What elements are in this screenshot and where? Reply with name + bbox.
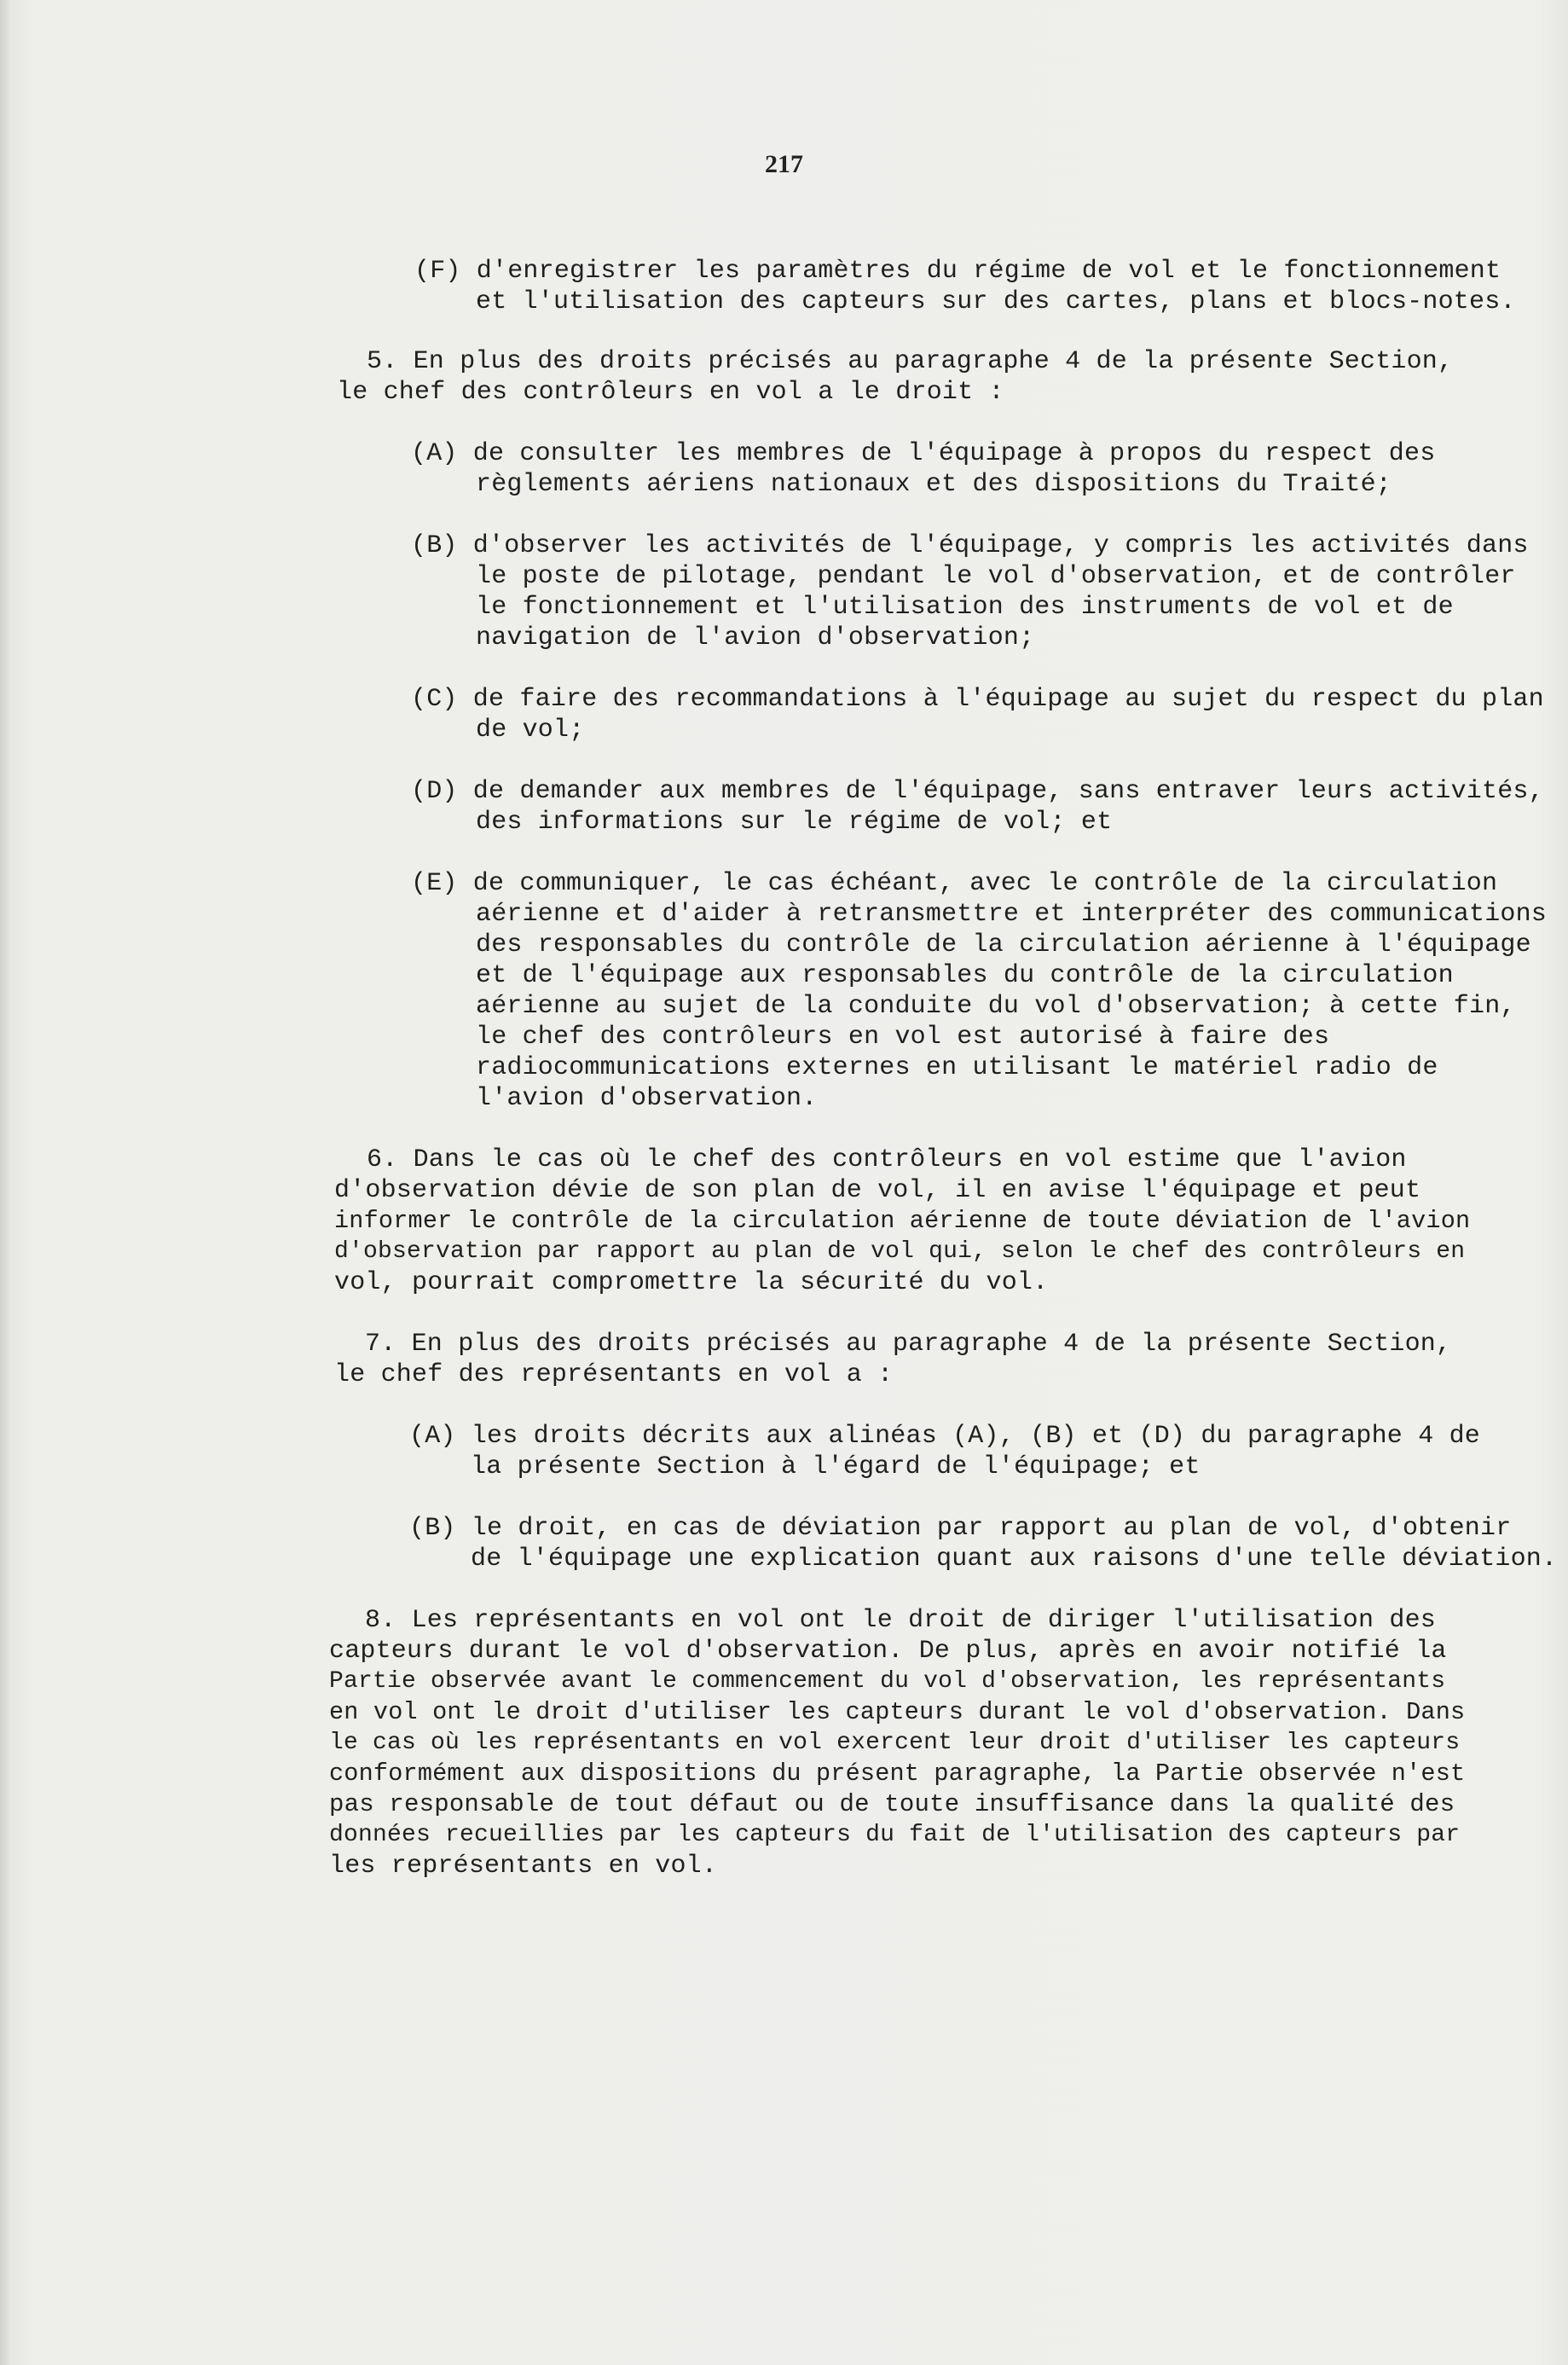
text-line: 8. Les représentants en vol ont le droit de diriger l'utilisation des xyxy=(365,1606,1437,1635)
text-line: l'avion d'observation. xyxy=(476,1084,818,1113)
text-line: Partie observée avant le commencement du vol d'observation, les représentants xyxy=(329,1668,1446,1695)
text-line: de l'équipage une explication quant aux raisons d'une telle déviation. xyxy=(471,1545,1558,1574)
text-line: navigation de l'avion d'observation; xyxy=(476,623,1035,652)
text-line: le poste de pilotage, pendant le vol d'observation, et de contrôler xyxy=(476,562,1516,591)
text-line: (B) le droit, en cas de déviation par rapport au plan de vol, d'obtenir xyxy=(409,1514,1512,1543)
text-line: conformément aux dispositions du présent paragraphe, la Partie observée n'est xyxy=(329,1759,1466,1788)
text-line: capteurs durant le vol d'observation. De plus, après en avoir notifié la xyxy=(329,1637,1447,1666)
text-line: des responsables du contrôle de la circulation aérienne à l'équipage xyxy=(476,930,1531,959)
text-line: règlements aériens nationaux et des dispositions du Traité; xyxy=(476,470,1392,499)
text-line: (B) d'observer les activités de l'équipage, y compris les activités dans xyxy=(411,531,1529,560)
text-line: radiocommunications externes en utilisant le matériel radio de xyxy=(476,1053,1438,1082)
text-line: pas responsable de tout défaut ou de toute insuffisance dans la qualité des xyxy=(329,1790,1455,1818)
text-line: le chef des contrôleurs en vol est autorisé à faire des xyxy=(476,1023,1330,1052)
text-line: (C) de faire des recommandations à l'équipage au sujet du respect du plan xyxy=(411,685,1544,714)
page-number: 217 xyxy=(765,150,803,178)
text-line: d'observation dévie de son plan de vol, il en avise l'équipage et peut xyxy=(334,1176,1421,1205)
text-line: le cas où les représentants en vol exercent leur droit d'utiliser les capteurs xyxy=(329,1730,1461,1756)
text-line: 7. En plus des droits précisés au paragraphe 4 de la présente Section, xyxy=(365,1330,1452,1359)
text-line: informer le contrôle de la circulation aérienne de toute déviation de l'avion xyxy=(334,1207,1471,1235)
text-line: (F) d'enregistrer les paramètres du régime de vol et le fonctionnement xyxy=(414,257,1501,286)
text-line: 5. En plus des droits précisés au paragraphe 4 de la présente Section, xyxy=(367,347,1454,376)
text-line: des informations sur le régime de vol; et xyxy=(476,808,1113,837)
text-line: aérienne au sujet de la conduite du vol d'observation; à cette fin, xyxy=(476,992,1516,1021)
text-line: les représentants en vol. xyxy=(329,1852,718,1881)
text-line: et de l'équipage aux responsables du contrôle de la circulation xyxy=(476,961,1454,990)
text-line: (E) de communiquer, le cas échéant, avec le contrôle de la circulation xyxy=(411,869,1498,898)
text-line: le chef des contrôleurs en vol a le droit : xyxy=(337,378,1004,407)
text-line: le chef des représentants en vol a : xyxy=(334,1360,894,1389)
text-line: de vol; xyxy=(476,716,585,745)
text-line: données recueillies par les capteurs du fait de l'utilisation des capteurs par xyxy=(329,1822,1461,1848)
text-line: le fonctionnement et l'utilisation des instruments de vol et de xyxy=(476,593,1454,622)
text-line: la présente Section à l'égard de l'équipage; et xyxy=(471,1452,1201,1481)
text-line: d'observation par rapport au plan de vol qui, selon le chef des contrôleurs en xyxy=(334,1238,1466,1265)
text-line: (A) les droits décrits aux alinéas (A), (B) et (D) du paragraphe 4 de xyxy=(409,1422,1481,1451)
text-line: 6. Dans le cas où le chef des contrôleurs en vol estime que l'avion xyxy=(367,1145,1407,1174)
text-line: (A) de consulter les membres de l'équipage à propos du respect des xyxy=(411,439,1436,468)
text-line: vol, pourrait compromettre la sécurité du vol. xyxy=(334,1268,1049,1297)
text-line: aérienne et d'aider à retransmettre et interpréter des communications xyxy=(476,900,1548,929)
text-line: et l'utilisation des capteurs sur des cartes, plans et blocs-notes. xyxy=(476,287,1516,316)
text-line: en vol ont le droit d'utiliser les capteurs durant le vol d'observation. Dans xyxy=(329,1698,1466,1726)
text-line: (D) de demander aux membres de l'équipage, sans entraver leurs activités, xyxy=(411,777,1544,806)
page-edge-shadow xyxy=(0,0,12,2365)
